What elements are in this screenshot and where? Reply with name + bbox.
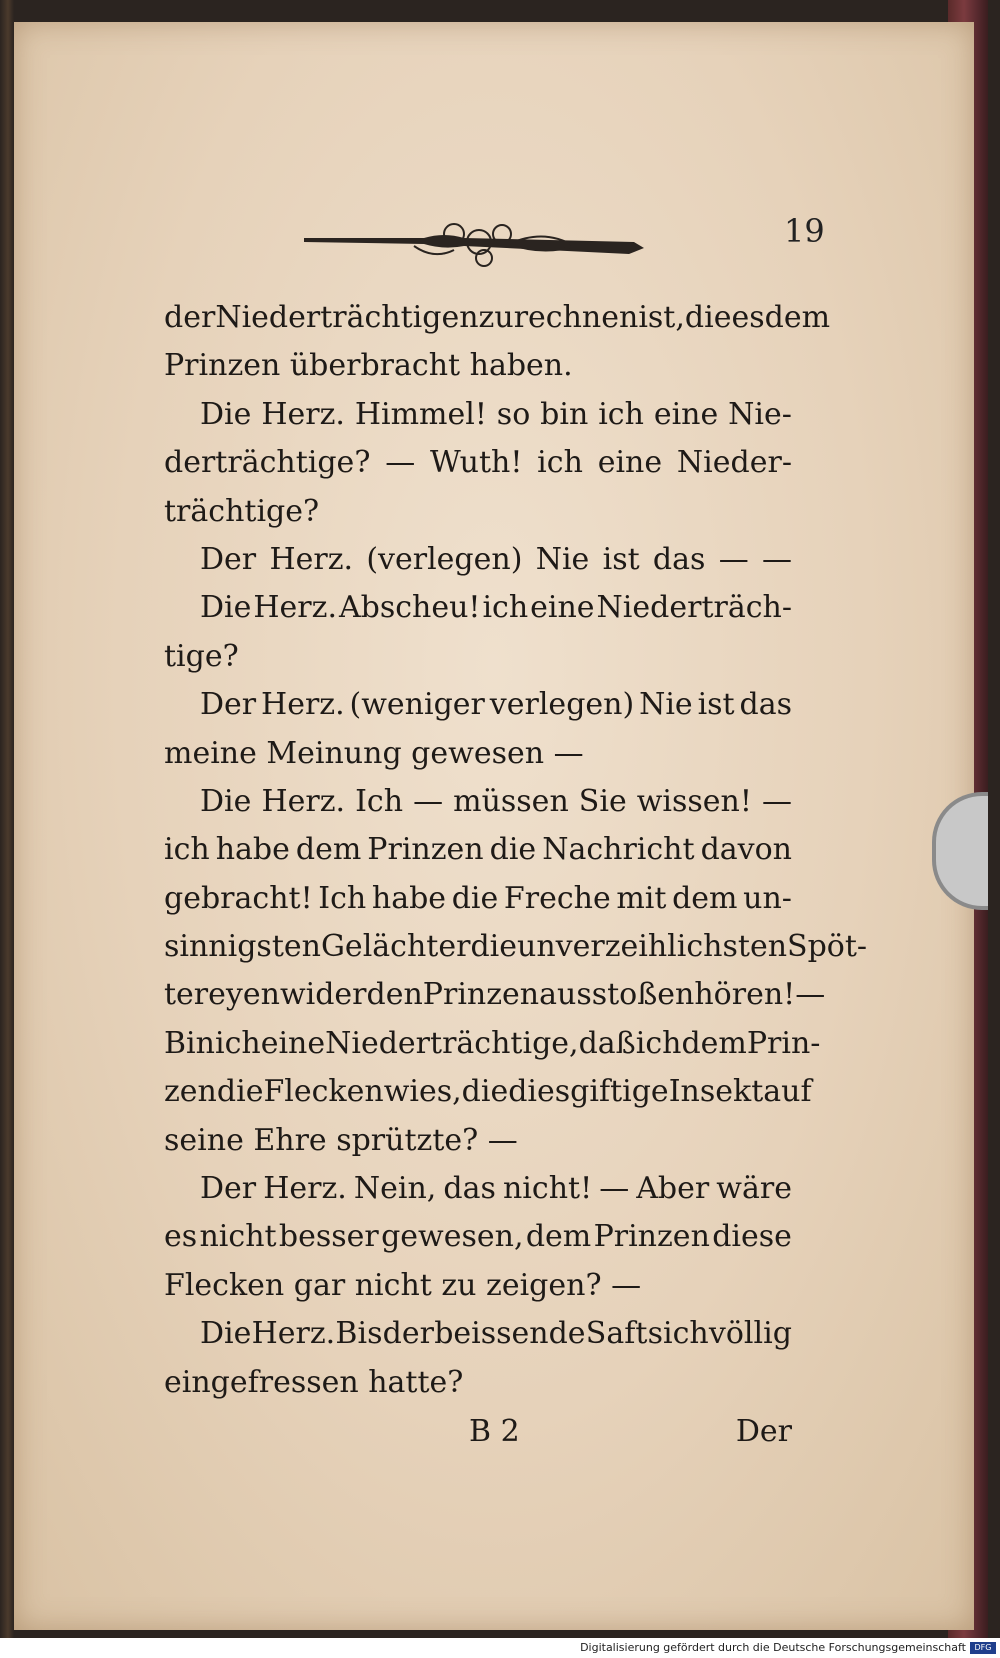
word: müssen	[453, 783, 569, 819]
word: habe	[215, 832, 290, 868]
text-line	[164, 488, 792, 536]
word: das	[443, 1171, 496, 1207]
word: die	[489, 832, 537, 868]
word: (weniger	[349, 687, 485, 723]
text-line	[164, 681, 792, 729]
word: ich	[635, 1025, 682, 1061]
word: Wuth!	[430, 445, 523, 481]
word: den	[366, 977, 423, 1013]
text-line	[164, 1165, 792, 1213]
word: Prinzen	[367, 832, 484, 868]
word: Saft	[585, 1316, 648, 1352]
word: Freche	[503, 880, 611, 916]
word: ich	[537, 445, 583, 481]
word: Die	[200, 1316, 252, 1352]
word: gebracht!	[164, 880, 313, 916]
line-text: seine Ehre sprützte? —	[164, 1122, 518, 1158]
line-text: trächtige?	[164, 493, 320, 529]
word: Ich	[355, 783, 404, 819]
word: Sie	[578, 783, 627, 819]
word: so	[496, 396, 531, 432]
word: giftige	[570, 1074, 669, 1110]
text-line	[164, 1068, 812, 1116]
word: Bis	[335, 1316, 383, 1352]
word: dies	[508, 1074, 571, 1110]
credit-text: Digitalisierung gefördert durch die Deutsche Forschungsgemeinschaft	[580, 1641, 966, 1654]
word: unverzeihlichsten	[517, 929, 788, 965]
word: Prin-	[746, 1025, 821, 1061]
word: Die	[200, 590, 252, 626]
word: —	[761, 541, 792, 577]
word: eine	[260, 1025, 326, 1061]
text-line	[164, 1359, 792, 1407]
word: eine	[653, 396, 719, 432]
word: dem	[525, 1219, 592, 1255]
word: der	[164, 300, 216, 335]
word: Spöt-	[787, 929, 868, 965]
word: die	[216, 1074, 264, 1110]
text-line	[164, 1262, 792, 1310]
word: derträchtige?	[164, 445, 371, 481]
word: nicht	[199, 1219, 277, 1255]
line-text: Flecken gar nicht zu zeigen? —	[164, 1267, 642, 1303]
word: Ich	[318, 880, 367, 916]
word: die	[461, 1074, 509, 1110]
word: bin	[540, 396, 589, 432]
word: Gelächter	[320, 929, 471, 965]
text-line	[164, 584, 792, 632]
word: wissen!	[636, 783, 752, 819]
word: —	[413, 783, 444, 819]
word: Nachricht	[542, 832, 695, 868]
word: verlegen)	[489, 687, 635, 723]
word: Nein,	[353, 1171, 437, 1207]
word: Nieder-	[676, 445, 792, 481]
word: ist	[697, 687, 735, 723]
word: Die	[200, 396, 252, 432]
line-text: tige?	[164, 638, 239, 674]
word: Abscheu!	[338, 590, 481, 626]
word: Nie	[639, 687, 693, 723]
word: Herz.	[261, 396, 345, 432]
word: Die	[200, 783, 252, 819]
word: Herz.	[261, 687, 345, 723]
line-text: Prinzen überbracht haben.	[164, 348, 573, 384]
word: dem	[672, 880, 738, 916]
text-line	[164, 439, 792, 487]
word: ist,	[638, 300, 685, 335]
word: ausstoßen	[539, 977, 695, 1013]
word: Nie	[535, 541, 590, 577]
word: auf	[763, 1074, 812, 1110]
word: —	[718, 541, 749, 577]
word: dem	[764, 300, 831, 335]
line-text: eingefressen hatte?	[164, 1364, 464, 1400]
word: das	[652, 541, 706, 577]
word: ich	[214, 1025, 261, 1061]
word: sich	[647, 1316, 709, 1352]
word: die	[470, 929, 518, 965]
text-line	[164, 294, 831, 342]
word: Niederträchtigen	[215, 300, 479, 335]
word: ich	[598, 396, 644, 432]
word: Prinzen	[593, 1219, 710, 1255]
page-number: 19	[784, 212, 825, 250]
word: un-	[743, 880, 792, 916]
word: gewesen,	[381, 1219, 524, 1255]
word: ich	[482, 590, 529, 626]
word: das	[739, 687, 792, 723]
word: —	[761, 783, 792, 819]
word: ich	[164, 832, 210, 868]
word: die	[684, 300, 732, 335]
word: Herz.	[253, 590, 337, 626]
text-line	[164, 1213, 792, 1261]
word: wider	[279, 977, 367, 1013]
word: sinnigsten	[164, 929, 321, 965]
word: Insekt	[668, 1074, 764, 1110]
word: Der	[200, 541, 257, 577]
word: der	[382, 1316, 434, 1352]
word: wäre	[716, 1171, 792, 1207]
word: Aber	[636, 1171, 710, 1207]
word: hören!	[694, 977, 796, 1013]
word: wies,	[383, 1074, 462, 1110]
text-line	[164, 923, 868, 971]
text-line	[164, 391, 792, 439]
word: völlig	[708, 1316, 792, 1352]
catchword: Der	[735, 1414, 792, 1449]
word: beissende	[434, 1316, 586, 1352]
word: es	[731, 300, 765, 335]
word: (verlegen)	[366, 541, 523, 577]
text-line	[164, 1117, 792, 1165]
book-page	[14, 22, 974, 1630]
word: es	[164, 1219, 198, 1255]
text-line	[164, 1020, 821, 1068]
word: Nie-	[728, 396, 792, 432]
line-text: meine Meinung gewesen —	[164, 735, 584, 771]
word: zu	[478, 300, 514, 335]
text-line	[164, 536, 792, 584]
word: Herz.	[261, 783, 346, 819]
word: daß	[578, 1025, 636, 1061]
word: zen	[164, 1074, 217, 1110]
word: tereyen	[164, 977, 280, 1013]
word: mit	[616, 880, 667, 916]
word: Prinzen	[422, 977, 540, 1013]
text-line	[164, 971, 826, 1019]
word: ist	[602, 541, 640, 577]
text-line	[164, 826, 792, 874]
word: Herz.	[263, 1171, 347, 1207]
text-line	[164, 778, 792, 826]
word: Niederträch-	[596, 590, 792, 626]
word: —	[599, 1171, 630, 1207]
text-line	[164, 730, 792, 778]
word: rechnen	[513, 300, 639, 335]
word: Der	[200, 1171, 257, 1207]
text-line	[164, 1310, 792, 1358]
word: diese	[712, 1219, 792, 1255]
text-line	[164, 875, 792, 923]
word: —	[385, 445, 416, 481]
floral-vignette-icon	[304, 220, 664, 280]
word: die	[451, 880, 499, 916]
word: eine	[597, 445, 663, 481]
word: habe	[371, 880, 447, 916]
word: nicht!	[502, 1171, 593, 1207]
word: Herz.	[251, 1316, 336, 1352]
text-line	[164, 342, 792, 390]
word: besser	[278, 1219, 379, 1255]
dfg-logo-icon: DFG	[970, 1642, 996, 1654]
signature-mark: B 2	[469, 1414, 520, 1449]
text-line	[164, 633, 792, 681]
word: Bin	[164, 1025, 215, 1061]
word: Himmel!	[354, 396, 487, 432]
word: dem	[681, 1025, 747, 1061]
word: Niederträchtige,	[325, 1025, 579, 1061]
page-text	[164, 294, 868, 1407]
word: dem	[295, 832, 362, 868]
word: davon	[700, 832, 792, 868]
word: Flecken	[263, 1074, 384, 1110]
word: Herz.	[269, 541, 354, 577]
word: eine	[530, 590, 595, 626]
word: Der	[200, 687, 257, 723]
word: —	[795, 977, 826, 1013]
